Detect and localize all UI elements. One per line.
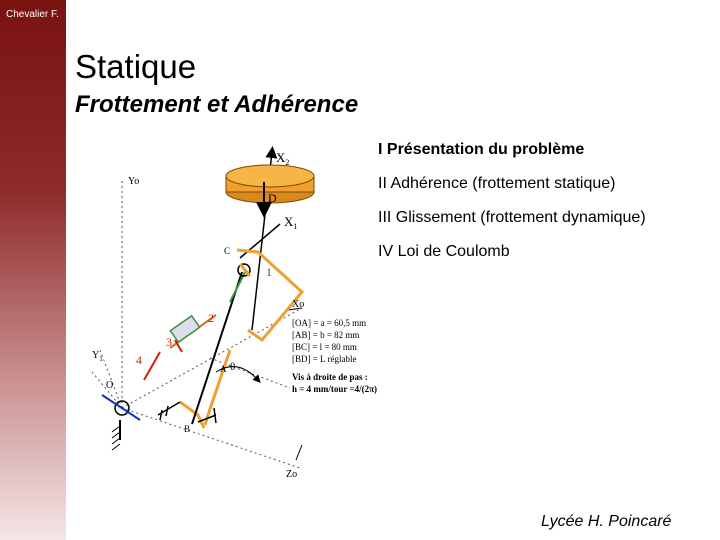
- slide-subtitle: Frottement et Adhérence: [75, 91, 359, 118]
- sidebar-band: [0, 0, 66, 540]
- label-part-2: 2: [208, 311, 214, 325]
- label-D: D: [268, 191, 277, 205]
- author-label: Chevalier F.: [6, 9, 59, 20]
- label-Xo: Xo: [292, 299, 305, 310]
- label-part-1: 1: [266, 265, 272, 279]
- label-A: A: [220, 364, 227, 374]
- screw-formula: h = 4 mm/tour =4/(2π): [292, 384, 378, 394]
- label-Zo: Zo: [286, 469, 298, 480]
- outline-item: IV Loi de Coulomb: [378, 243, 510, 260]
- outline-item: III Glissement (frottement dynamique): [378, 209, 646, 226]
- label-C: C: [224, 246, 231, 256]
- label-part-3: 3: [166, 335, 172, 349]
- outline-list: [378, 140, 646, 276]
- mechanism-diagram: [80, 140, 380, 490]
- label-theta: θ: [230, 361, 236, 373]
- label-part-4: 4: [136, 353, 142, 367]
- outline-item: II Adhérence (frottement statique): [378, 175, 616, 192]
- dimension-line: [AB] = b = 82 mm: [292, 330, 360, 340]
- footer-school: Lycée H. Poincaré: [541, 513, 672, 530]
- label-B: B: [184, 424, 191, 434]
- base-O: [102, 395, 140, 450]
- arm-green: [230, 270, 246, 302]
- label-Yo: Yo: [128, 176, 140, 187]
- screw-part-3: [144, 315, 216, 380]
- label-O: O: [106, 380, 114, 391]
- label-X2: $X_2$: [276, 150, 290, 167]
- outline-item: I Présentation du problème: [378, 141, 585, 158]
- screw-title: Vis à droite de pas :: [292, 372, 368, 382]
- label-Y1: $Y_1$: [92, 350, 103, 363]
- dimension-line: [BD] = L réglable: [292, 354, 357, 364]
- label-X1: $X_1$: [284, 214, 298, 231]
- dimension-line: [OA] = a = 60,5 mm: [292, 318, 367, 328]
- slide-title: Statique: [75, 48, 197, 85]
- dimension-line: [BC] = l = 80 mm: [292, 342, 357, 352]
